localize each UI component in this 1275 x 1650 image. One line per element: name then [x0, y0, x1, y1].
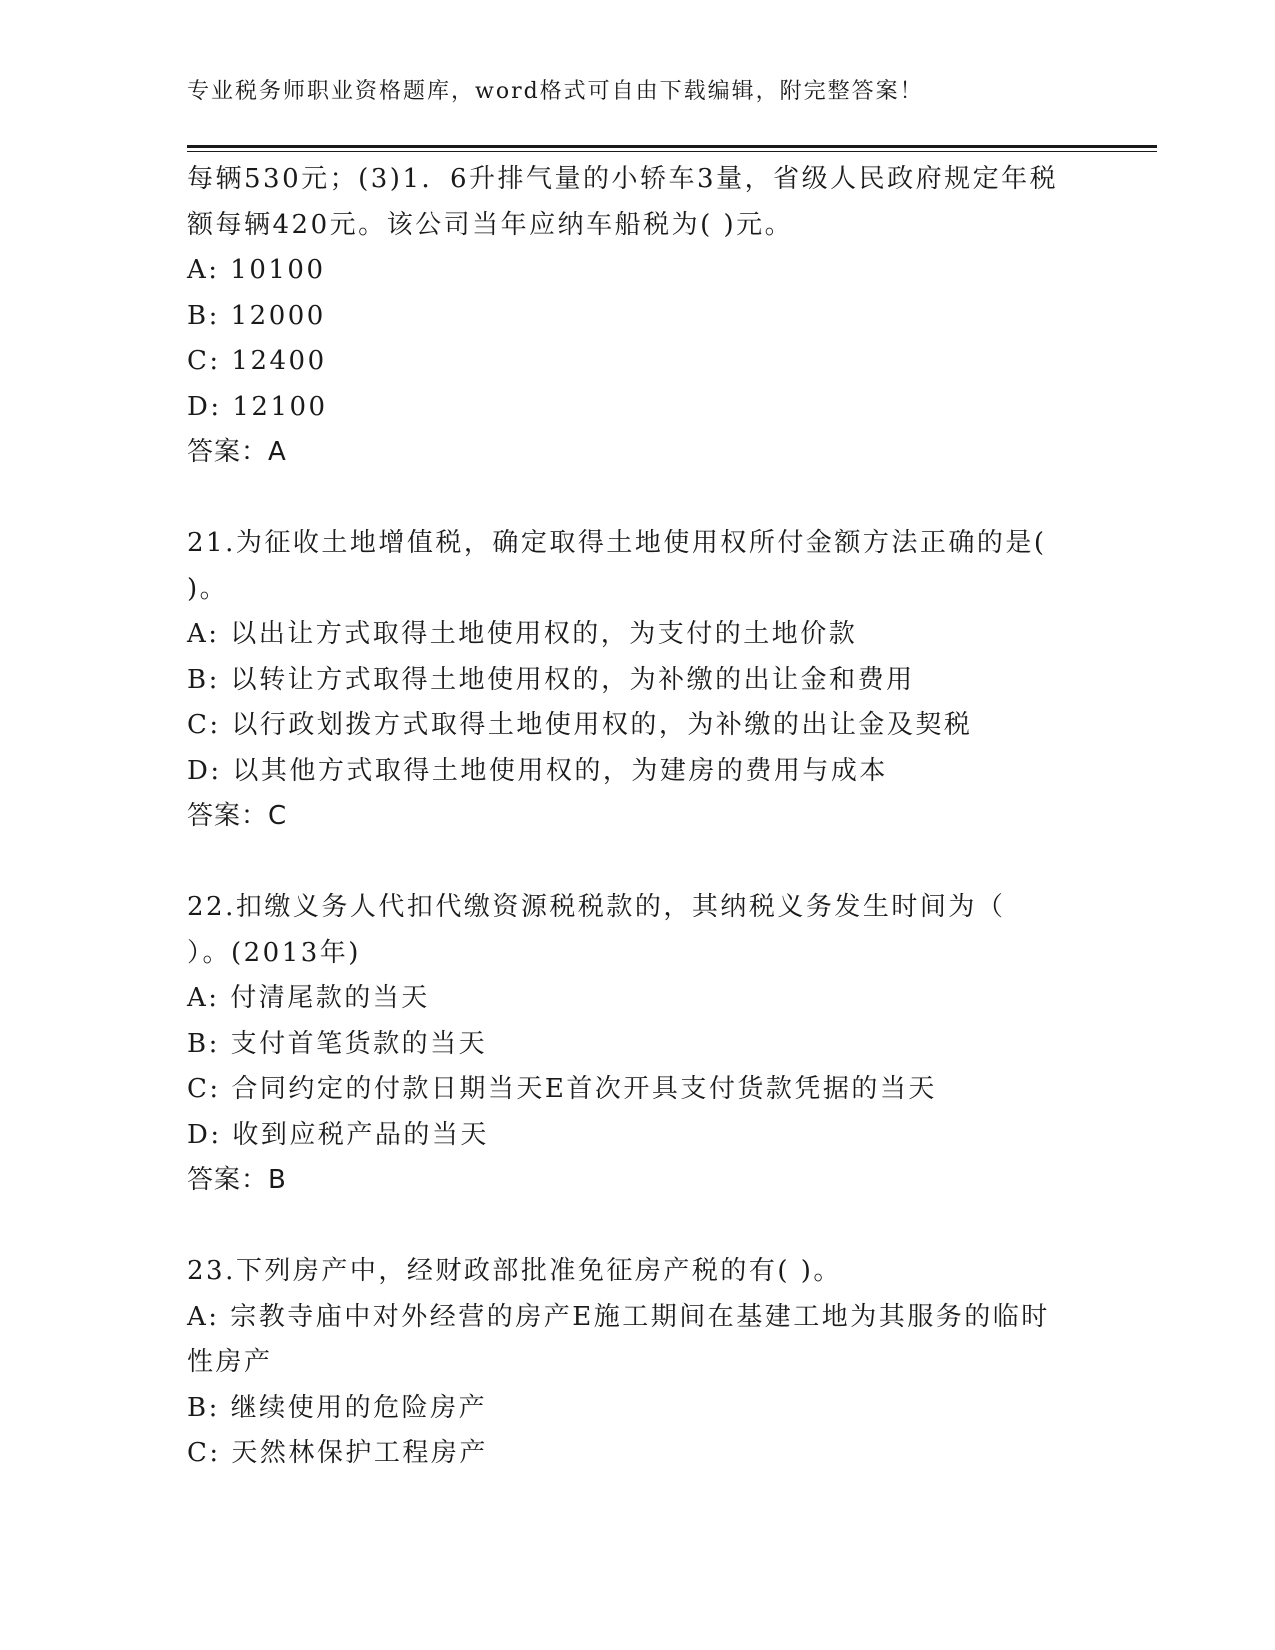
spacer	[187, 1204, 1087, 1250]
spacer	[187, 476, 1087, 522]
option-a-continued: 性房产	[187, 1347, 273, 1377]
option-b: B: 支付首笔货款的当天	[187, 1028, 488, 1059]
option-b: B: 12000	[187, 300, 326, 331]
option-b: B: 继续使用的危险房产	[187, 1392, 488, 1423]
spacer	[187, 840, 1087, 886]
option-d: D: 以其他方式取得土地使用权的，为建房的费用与成本	[187, 755, 888, 786]
option-b: B: 以转让方式取得土地使用权的，为补缴的出让金和费用	[187, 664, 915, 695]
question-text: ）。(2013年)	[187, 937, 361, 968]
option-c: C: 12400	[187, 346, 327, 376]
option-d: D: 收到应税产品的当天	[187, 1119, 489, 1150]
question-text: 21.为征收土地增值税，确定取得土地使用权所付金额方法正确的是(	[187, 528, 1047, 558]
question-block	[187, 885, 1087, 1204]
question-text: 23.下列房产中，经财政部批准免征房产税的有( )。	[187, 1256, 842, 1286]
page-header: 专业税务师职业资格题库，word格式可自由下载编辑，附完整答案！	[187, 79, 924, 104]
option-a: A: 付清尾款的当天	[187, 983, 430, 1013]
option-c: C: 天然林保护工程房产	[187, 1438, 488, 1468]
option-a: A: 宗教寺庙中对外经营的房产E施工期间在基建工地为其服务的临时	[187, 1301, 1050, 1332]
question-block	[187, 157, 1087, 476]
header-rule-thin	[187, 151, 1157, 152]
option-d: D: 12100	[187, 391, 328, 422]
answer: 答案：C	[187, 801, 288, 831]
option-c: C: 合同约定的付款日期当天E首次开具支付货款凭据的当天	[187, 1074, 937, 1104]
question-text: 额每辆420元。该公司当年应纳车船税为( )元。	[187, 209, 794, 240]
answer: 答案：A	[187, 437, 287, 467]
header-rule-thick	[187, 145, 1157, 148]
document-body	[187, 157, 1087, 1477]
question-block	[187, 1249, 1087, 1477]
answer: 答案：B	[187, 1165, 287, 1195]
option-a: A: 10100	[187, 255, 326, 285]
question-text: 22.扣缴义务人代扣代缴资源税税款的，其纳税义务发生时间为（	[187, 892, 1006, 922]
question-block	[187, 521, 1087, 840]
option-c: C: 以行政划拨方式取得土地使用权的，为补缴的出让金及契税	[187, 710, 973, 740]
option-a: A: 以出让方式取得土地使用权的，为支付的土地价款	[187, 619, 858, 649]
question-text: )。	[187, 573, 229, 604]
question-text: 每辆530元；(3)1．6升排气量的小轿车3量，省级人民政府规定年税	[187, 164, 1059, 194]
